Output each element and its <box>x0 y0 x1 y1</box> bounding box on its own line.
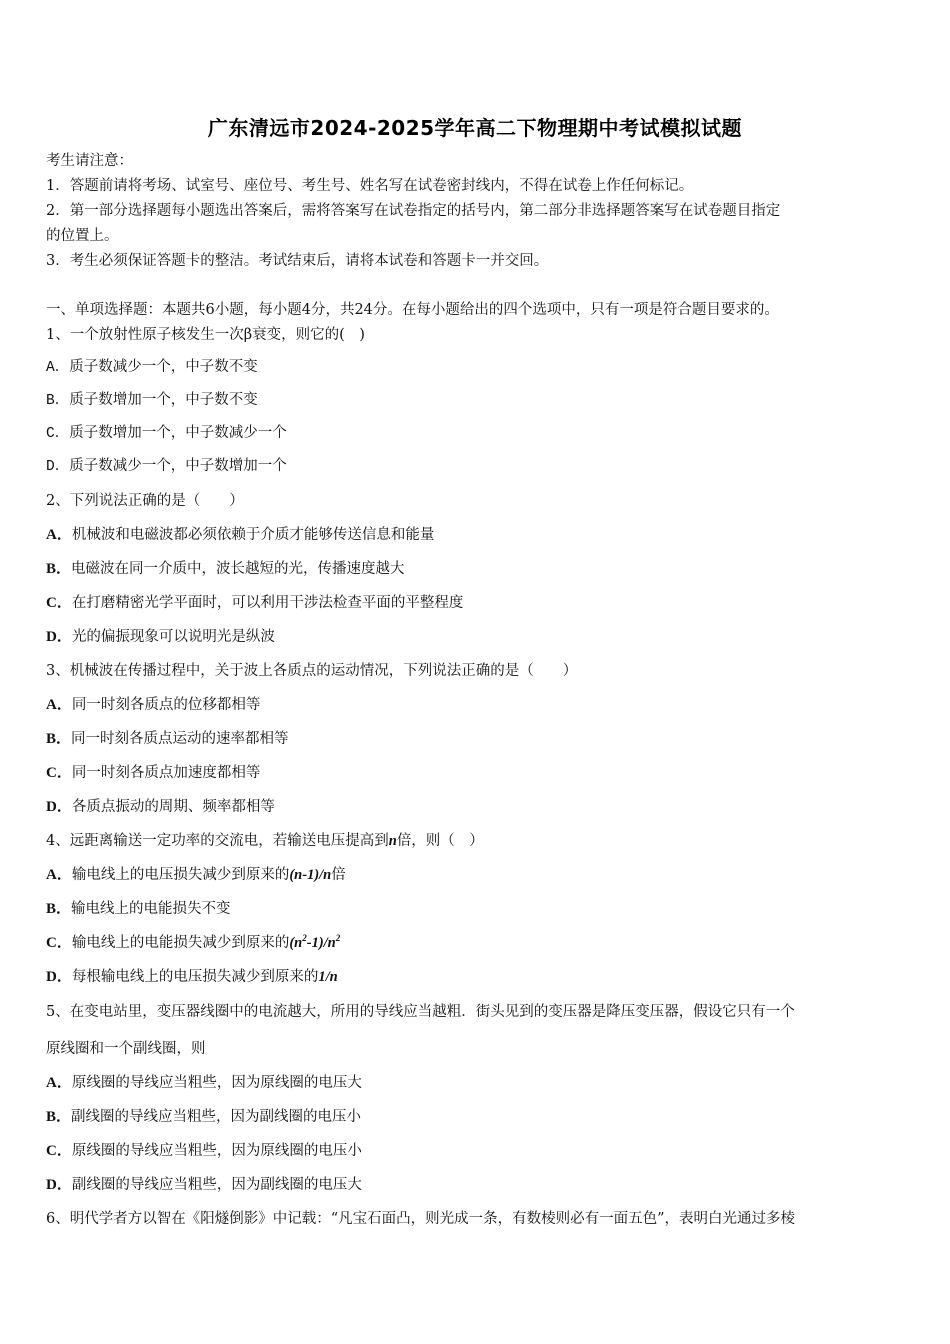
q1-option-c: C．质子数增加一个，中子数减少一个 <box>46 426 287 442</box>
option-text: 各质点振动的周期、频率都相等 <box>71 799 275 815</box>
q3-option-a <box>46 696 260 714</box>
q2-option-a <box>46 526 434 544</box>
q4-option-d <box>46 968 338 986</box>
q5-option-b <box>46 1108 361 1126</box>
section-heading: 一、单项选择题：本题共6小题，每小题4分，共24分。在每小题给出的四个选项中，只有一项是符合题目要求的。 <box>46 302 779 318</box>
option-text: 同一时刻各质点运动的速率都相等 <box>71 731 289 747</box>
option-letter: C． <box>46 935 72 951</box>
formula <box>289 935 340 951</box>
option-text: 输电线上的电能损失不变 <box>71 901 231 917</box>
option-letter: A． <box>46 867 72 883</box>
q5-stem-line1: 5、在变电站里，变压器线圈中的电流越大，所用的导线应当越粗．街头见到的变压器是降压变压器，假设它只有一个 <box>46 1004 795 1020</box>
option-letter: B． <box>46 901 72 917</box>
option-text: 每根输电线上的电压损失减少到原来的 <box>71 969 319 985</box>
q1-option-b: B．质子数增加一个，中子数不变 <box>46 393 258 409</box>
option-text: 同一时刻各质点加速度都相等 <box>71 765 261 781</box>
q1-option-d: D．质子数减少一个，中子数增加一个 <box>46 459 287 475</box>
q4-stem-post: 倍，则（ ） <box>396 833 484 849</box>
notice-item-3: 3．考生必须保证答题卡的整洁。考试结束后，请将本试卷和答题卡一并交回。 <box>46 253 549 269</box>
q2-option-b <box>46 560 405 578</box>
q2-option-d <box>46 628 275 646</box>
option-letter: A． <box>46 1075 72 1091</box>
option-letter: A． <box>46 697 72 713</box>
q1-stem: 1、一个放射性原子核发生一次β衰变，则它的( ) <box>46 327 365 343</box>
option-text: 光的偏振现象可以说明光是纵波 <box>71 629 275 645</box>
q4-stem-pre: 4、远距离输送一定功率的交流电，若输送电压提高到 <box>46 833 389 849</box>
formula-part: (n <box>289 935 303 951</box>
formula: 1/n <box>318 969 338 985</box>
q4-stem <box>46 832 484 850</box>
q3-option-b <box>46 730 289 748</box>
option-text: 副线圈的导线应当粗些，因为副线圈的电压小 <box>71 1109 362 1125</box>
option-text: 原线圈的导线应当粗些，因为原线圈的电压小 <box>71 1143 362 1159</box>
option-letter: D． <box>46 799 72 815</box>
q4-option-b <box>46 900 231 918</box>
option-letter: B． <box>46 731 72 747</box>
option-text: 电磁波在同一介质中，波长越短的光，传播速度越大 <box>71 561 405 577</box>
option-letter: C． <box>46 1143 72 1159</box>
q5-option-d <box>46 1176 362 1194</box>
q4-stem-var: n <box>388 833 397 849</box>
option-text: 副线圈的导线应当粗些，因为副线圈的电压大 <box>71 1177 362 1193</box>
q3-option-c <box>46 764 260 782</box>
q2-stem: 2、下列说法正确的是（ ） <box>46 493 244 509</box>
formula: (n-1)/n <box>289 867 332 883</box>
option-letter: A． <box>46 527 72 543</box>
superscript: 2 <box>302 933 307 943</box>
q3-stem: 3、机械波在传播过程中，关于波上各质点的运动情况，下列说法正确的是（ ） <box>46 663 578 679</box>
option-text: 原线圈的导线应当粗些，因为原线圈的电压大 <box>71 1075 362 1091</box>
notice-item-1: 1．答题前请将考场、试室号、座位号、考生号、姓名写在试卷密封线内，不得在试卷上作任何标记。 <box>46 178 694 194</box>
notice-item-2: 2．第一部分选择题每小题选出答案后，需将答案写在试卷指定的括号内，第二部分非选择题答案写在试卷题目指定 <box>46 203 781 219</box>
q5-option-a <box>46 1074 362 1092</box>
q4-option-c <box>46 934 340 952</box>
option-text: 同一时刻各质点的位移都相等 <box>71 697 261 713</box>
q5-stem-line2: 原线圈和一个副线圈，则 <box>46 1041 206 1057</box>
option-text: 在打磨精密光学平面时，可以利用干涉法检查平面的平整程度 <box>71 595 464 611</box>
q4-option-a <box>46 866 346 884</box>
q3-option-d <box>46 798 275 816</box>
formula-part: -1)/n <box>306 935 336 951</box>
option-letter: C． <box>46 765 72 781</box>
q5-option-c <box>46 1142 362 1160</box>
option-letter: B． <box>46 1109 72 1125</box>
option-text: 输电线上的电能损失减少到原来的 <box>71 935 290 951</box>
option-text-end: 倍 <box>331 867 346 883</box>
option-letter: D． <box>46 1177 72 1193</box>
notice-heading: 考生请注意： <box>46 153 133 169</box>
option-text: 输电线上的电压损失减少到原来的 <box>71 867 290 883</box>
q2-option-c <box>46 594 463 612</box>
page-title: 广东清远市2024-2025学年高二下物理期中考试模拟试题 <box>207 116 743 140</box>
q1-option-a: A．质子数减少一个，中子数不变 <box>46 360 258 376</box>
q6-stem: 6、明代学者方以智在《阳燧倒影》中记载：“凡宝石面凸，则光成一条，有数棱则必有一面五色”，表明白光通过多棱 <box>46 1211 796 1227</box>
option-letter: D． <box>46 629 72 645</box>
superscript: 2 <box>335 933 341 943</box>
option-letter: B． <box>46 561 72 577</box>
option-letter: D． <box>46 969 72 985</box>
option-letter: C． <box>46 595 72 611</box>
notice-item-2-cont: 的位置上。 <box>46 228 119 244</box>
option-text: 机械波和电磁波都必须依赖于介质才能够传送信息和能量 <box>71 527 435 543</box>
